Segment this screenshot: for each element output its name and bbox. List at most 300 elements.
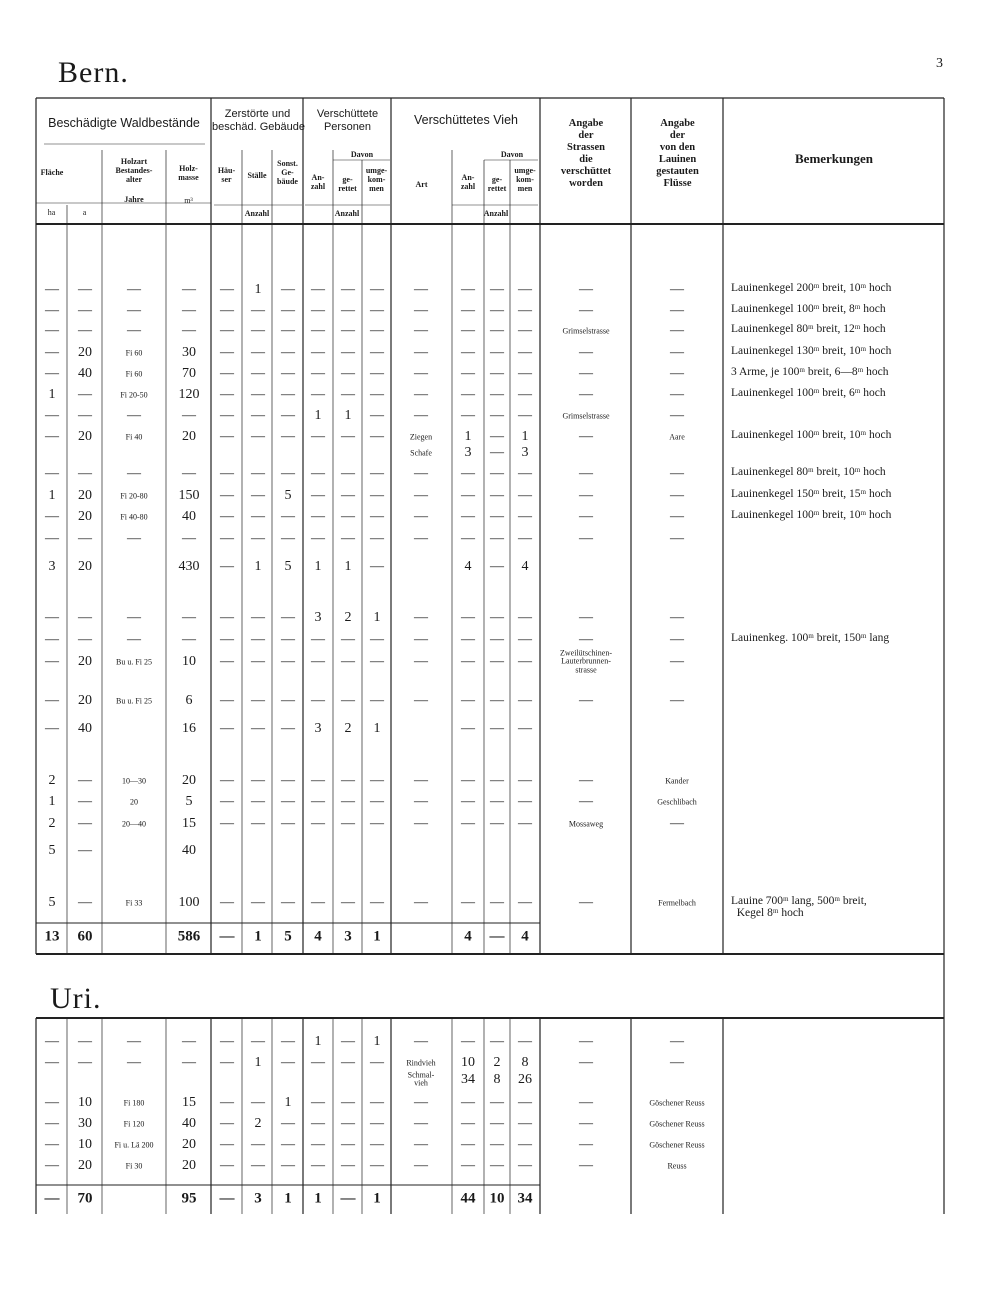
cell-v-anz: — — [461, 1158, 475, 1173]
cell-ha: — — [45, 345, 59, 360]
total-p-umg: 1 — [373, 1190, 381, 1207]
cell-p-umg: — — [370, 345, 384, 360]
cell-p-ger: — — [341, 1116, 355, 1131]
cell-masse: — — [182, 632, 196, 647]
cell-staelle: — — [251, 721, 265, 736]
cell-ha: — — [45, 1055, 59, 1070]
cell-v-ger: 8 — [493, 1072, 501, 1087]
cell-p-umg: — — [370, 408, 384, 423]
cell-v-ger: — — [490, 1034, 504, 1049]
header-personen-anzahl: Anzahl — [334, 209, 360, 218]
cell-a: 20 — [78, 509, 92, 524]
cell-a: — — [78, 632, 92, 647]
cell-sonst: — — [281, 1137, 295, 1152]
cell-masse: 20 — [182, 1158, 196, 1173]
cell-masse: — — [182, 303, 196, 318]
cell-p-umg: — — [370, 693, 384, 708]
cell-staelle: — — [251, 794, 265, 809]
cell-sonst: — — [281, 531, 295, 546]
cell-v-anz: — — [461, 632, 475, 647]
cell-v-umg: — — [518, 632, 532, 647]
cell-haeuser: — — [220, 466, 234, 481]
cell-staelle: — — [251, 531, 265, 546]
cell-p-ger: — — [341, 429, 355, 444]
cell-v-ger: — — [490, 654, 504, 669]
header-wald-title: Beschädigte Waldbestände — [48, 116, 200, 130]
cell-strasse: — — [579, 366, 593, 381]
cell-holzart: — — [127, 303, 141, 318]
cell-sonst: 5 — [284, 559, 292, 574]
cell-v-anz: — — [461, 466, 475, 481]
cell-p-umg: — — [370, 632, 384, 647]
total-haeuser: — — [219, 928, 235, 945]
header-bemerkungen: Bemerkungen — [795, 151, 873, 166]
cell-ha: — — [45, 654, 59, 669]
section-title-bern: Bern. — [58, 56, 129, 89]
cell-haeuser: — — [220, 408, 234, 423]
cell-p-ger: — — [341, 1095, 355, 1110]
cell-holzart: — — [127, 282, 141, 297]
cell-p-ger: — — [341, 773, 355, 788]
cell-masse: — — [182, 282, 196, 297]
cell-ha: 3 — [48, 559, 56, 574]
cell-a: — — [78, 466, 92, 481]
cell-a: — — [78, 816, 92, 831]
cell-p-ger: 1 — [344, 559, 352, 574]
cell-v-umg: — — [518, 531, 532, 546]
cell-sonst: 1 — [284, 1095, 292, 1110]
cell-haeuser: — — [220, 303, 234, 318]
cell-v-art: — — [414, 345, 428, 360]
total-staelle: 3 — [254, 1190, 262, 1207]
cell-strasse: — — [579, 345, 593, 360]
total-v-umg: 4 — [521, 928, 529, 945]
cell-holzart: Fi 20-50 — [120, 390, 148, 400]
cell-masse: 20 — [182, 773, 196, 788]
cell-v-art: Schafe — [410, 448, 432, 458]
header-vieh-anzahl-col: An- zahl — [460, 173, 476, 192]
cell-haeuser: — — [220, 794, 234, 809]
total-staelle: 1 — [254, 928, 262, 945]
total-a: 70 — [77, 1190, 93, 1207]
cell-v-anz: — — [461, 323, 475, 338]
cell-holzart: — — [127, 466, 141, 481]
cell-haeuser: — — [220, 1116, 234, 1131]
total-v-ger: — — [489, 928, 505, 945]
cell-v-anz: — — [461, 366, 475, 381]
cell-v-umg: — — [518, 408, 532, 423]
cell-masse: 30 — [182, 345, 196, 360]
cell-a: 10 — [78, 1137, 92, 1152]
cell-v-ger: — — [490, 531, 504, 546]
cell-p-umg: — — [370, 1137, 384, 1152]
cell-fluss: Göschener Reuss — [649, 1098, 705, 1108]
cell-p-anz: 1 — [314, 408, 322, 423]
cell-strasse: — — [579, 895, 593, 910]
cell-sonst: — — [281, 654, 295, 669]
cell-p-ger: — — [341, 345, 355, 360]
cell-ha: 1 — [48, 387, 56, 402]
cell-ha: — — [45, 1137, 59, 1152]
header-personen-gerettet: ge- rettet — [338, 175, 357, 194]
cell-v-anz: — — [461, 509, 475, 524]
cell-p-ger: — — [341, 654, 355, 669]
cell-p-anz: 3 — [314, 610, 322, 625]
cell-haeuser: — — [220, 721, 234, 736]
cell-v-ger: — — [490, 1116, 504, 1131]
cell-strasse: — — [579, 1055, 593, 1070]
cell-fluss: — — [670, 387, 684, 402]
cell-masse: — — [182, 1034, 196, 1049]
cell-strasse: — — [579, 1116, 593, 1131]
cell-staelle: — — [251, 466, 265, 481]
cell-masse: — — [182, 1055, 196, 1070]
cell-p-anz: — — [311, 1095, 325, 1110]
cell-v-anz: — — [461, 654, 475, 669]
cell-v-art: — — [414, 509, 428, 524]
cell-masse: 15 — [182, 1095, 196, 1110]
cell-p-ger: 2 — [344, 721, 352, 736]
cell-p-umg: — — [370, 531, 384, 546]
cell-v-art: — — [414, 1158, 428, 1173]
cell-haeuser: — — [220, 488, 234, 503]
header-m3: m³ — [184, 196, 193, 205]
cell-v-art: Schmal- vieh — [407, 1070, 435, 1088]
cell-staelle: — — [251, 366, 265, 381]
header-holzart: Holzart Bestandes- alter — [115, 157, 153, 185]
cell-v-ger: — — [490, 282, 504, 297]
cell-p-ger: — — [341, 794, 355, 809]
cell-p-ger: 2 — [344, 610, 352, 625]
cell-sonst: — — [281, 366, 295, 381]
cell-v-umg: — — [518, 1158, 532, 1173]
cell-masse: 6 — [185, 693, 193, 708]
header-jahre: Jahre — [124, 195, 144, 204]
cell-strasse: — — [579, 1137, 593, 1152]
header-gebaeude-title: Zerstörte und beschäd. Gebäude — [212, 108, 305, 133]
cell-v-ger: — — [490, 509, 504, 524]
cell-ha: — — [45, 303, 59, 318]
cell-p-anz: — — [311, 466, 325, 481]
cell-a: — — [78, 387, 92, 402]
cell-fluss: — — [670, 531, 684, 546]
header-personen-title: Verschüttete Personen — [316, 108, 379, 133]
cell-v-umg: — — [518, 1137, 532, 1152]
header-vieh-gerettet: ge- rettet — [487, 175, 507, 194]
cell-strasse: — — [579, 610, 593, 625]
cell-masse: — — [182, 408, 196, 423]
cell-v-ger: 2 — [493, 1055, 501, 1070]
cell-staelle: 2 — [254, 1116, 262, 1131]
cell-staelle: — — [251, 632, 265, 647]
cell-ha: 1 — [48, 488, 56, 503]
cell-fluss: — — [670, 693, 684, 708]
cell-strasse: Zweilütschinen- Lauterbrunnen- strasse — [560, 648, 612, 675]
cell-p-anz: — — [311, 693, 325, 708]
cell-fluss: — — [670, 610, 684, 625]
cell-a: 30 — [78, 1116, 92, 1131]
cell-p-ger: — — [341, 1137, 355, 1152]
cell-staelle: — — [251, 816, 265, 831]
cell-p-anz: — — [311, 1137, 325, 1152]
cell-holzart: 20 — [130, 797, 138, 807]
cell-p-ger: — — [341, 693, 355, 708]
total-haeuser: — — [219, 1190, 235, 1207]
cell-strasse: — — [579, 693, 593, 708]
cell-masse: — — [182, 466, 196, 481]
cell-strasse: — — [579, 282, 593, 297]
cell-a: — — [78, 773, 92, 788]
total-p-anz: 1 — [314, 1190, 322, 1207]
cell-strasse: — — [579, 773, 593, 788]
cell-fluss: — — [670, 509, 684, 524]
cell-haeuser: — — [220, 610, 234, 625]
cell-v-art: Ziegen — [409, 432, 433, 442]
header-vieh-davon: Davon — [500, 150, 524, 159]
cell-fluss: Göschener Reuss — [649, 1119, 705, 1129]
total-p-ger: — — [340, 1190, 356, 1207]
cell-v-art: — — [414, 895, 428, 910]
cell-a: — — [78, 408, 92, 423]
cell-holzart: Fi 30 — [125, 1161, 143, 1171]
cell-masse: 70 — [182, 366, 196, 381]
cell-fluss: — — [670, 632, 684, 647]
cell-v-anz: — — [461, 816, 475, 831]
cell-p-anz: — — [311, 345, 325, 360]
cell-a: — — [78, 895, 92, 910]
cell-strasse: — — [579, 509, 593, 524]
cell-v-ger: — — [490, 408, 504, 423]
cell-p-umg: — — [370, 1095, 384, 1110]
cell-holzart: Fi 20-80 — [120, 491, 148, 501]
cell-p-anz: — — [311, 632, 325, 647]
cell-sonst: — — [281, 303, 295, 318]
cell-sonst: — — [281, 1034, 295, 1049]
cell-p-ger: — — [341, 366, 355, 381]
cell-fluss: Reuss — [667, 1161, 687, 1171]
cell-fluss: — — [670, 345, 684, 360]
cell-v-ger: — — [490, 693, 504, 708]
cell-fluss: Aare — [669, 432, 685, 442]
cell-p-ger: — — [341, 1034, 355, 1049]
cell-staelle: — — [251, 303, 265, 318]
cell-masse: — — [182, 531, 196, 546]
cell-a: — — [78, 794, 92, 809]
cell-v-umg: — — [518, 366, 532, 381]
cell-v-anz: — — [461, 488, 475, 503]
cell-v-art: — — [414, 282, 428, 297]
header-personen-davon: Davon — [350, 150, 374, 159]
cell-staelle: — — [251, 1158, 265, 1173]
cell-ha: 5 — [48, 843, 56, 858]
header-gebaeude-anzahl: Anzahl — [244, 209, 270, 218]
cell-sonst: — — [281, 509, 295, 524]
cell-a: 20 — [78, 345, 92, 360]
cell-fluss: — — [670, 282, 684, 297]
cell-p-ger: — — [341, 282, 355, 297]
cell-remark: Lauinenkegel 200ᵐ breit, 10ᵐ hoch — [731, 282, 892, 294]
cell-holzart: — — [127, 610, 141, 625]
cell-staelle: — — [251, 387, 265, 402]
cell-strasse: — — [579, 1034, 593, 1049]
cell-holzart: — — [127, 323, 141, 338]
cell-v-anz: 4 — [464, 559, 472, 574]
cell-a: — — [78, 323, 92, 338]
cell-v-ger: — — [490, 366, 504, 381]
cell-v-anz: — — [461, 531, 475, 546]
cell-v-ger: — — [490, 445, 504, 460]
cell-a: 10 — [78, 1095, 92, 1110]
cell-haeuser: — — [220, 693, 234, 708]
total-sonst: 5 — [284, 928, 292, 945]
cell-holzart: 10—30 — [122, 776, 146, 786]
cell-p-umg: — — [370, 303, 384, 318]
cell-v-ger: — — [490, 429, 504, 444]
cell-v-ger: — — [490, 345, 504, 360]
cell-masse: 100 — [178, 895, 200, 910]
cell-v-art: — — [414, 610, 428, 625]
total-v-anz: 44 — [460, 1190, 476, 1207]
cell-holzart: — — [127, 408, 141, 423]
cell-staelle: — — [251, 408, 265, 423]
cell-p-ger: — — [341, 466, 355, 481]
cell-p-ger: — — [341, 1055, 355, 1070]
cell-fluss: — — [670, 816, 684, 831]
cell-p-ger: — — [341, 816, 355, 831]
total-sonst: 1 — [284, 1190, 292, 1207]
cell-p-umg: 1 — [373, 1034, 381, 1049]
cell-ha: — — [45, 408, 59, 423]
cell-a: 20 — [78, 488, 92, 503]
cell-p-umg: — — [370, 559, 384, 574]
total-ha: — — [44, 1190, 60, 1207]
cell-p-anz: — — [311, 303, 325, 318]
cell-p-umg: — — [370, 323, 384, 338]
cell-masse: 20 — [182, 429, 196, 444]
header-fluesse: Angabe der von den Lauinen gestauten Flüsse — [656, 118, 699, 190]
cell-v-ger: — — [490, 610, 504, 625]
header-vieh-umgekommen: umge- kom- men — [514, 166, 536, 194]
cell-staelle: — — [251, 345, 265, 360]
cell-a: — — [78, 610, 92, 625]
cell-masse: 5 — [185, 794, 193, 809]
cell-strasse: — — [579, 303, 593, 318]
cell-a: 20 — [78, 654, 92, 669]
cell-a: — — [78, 843, 92, 858]
cell-masse: 10 — [182, 654, 196, 669]
cell-fluss: Fermelbach — [658, 898, 696, 908]
cell-v-art: — — [414, 531, 428, 546]
cell-v-umg: — — [518, 693, 532, 708]
cell-haeuser: — — [220, 1158, 234, 1173]
cell-v-ger: — — [490, 1158, 504, 1173]
total-v-ger: 10 — [489, 1190, 505, 1207]
cell-holzart: — — [127, 632, 141, 647]
cell-p-anz: 1 — [314, 1034, 322, 1049]
cell-v-umg: — — [518, 610, 532, 625]
cell-v-umg: — — [518, 895, 532, 910]
cell-v-umg: — — [518, 387, 532, 402]
header-flaeche: Fläche — [40, 168, 64, 177]
cell-sonst: — — [281, 282, 295, 297]
cell-v-umg: — — [518, 773, 532, 788]
cell-holzart: Fi 40 — [125, 432, 143, 442]
cell-v-art: — — [414, 466, 428, 481]
cell-a: 20 — [78, 693, 92, 708]
cell-a: — — [78, 531, 92, 546]
cell-staelle: — — [251, 429, 265, 444]
cell-masse: — — [182, 323, 196, 338]
header-personen-umgekommen: umge- kom- men — [365, 166, 388, 194]
cell-masse: 20 — [182, 1137, 196, 1152]
cell-sonst: — — [281, 429, 295, 444]
cell-holzart: Fi 120 — [123, 1119, 145, 1129]
cell-strasse: — — [579, 1095, 593, 1110]
cell-v-art: — — [414, 794, 428, 809]
cell-v-art: — — [414, 323, 428, 338]
header-haeuser: Häu- ser — [217, 166, 236, 185]
cell-p-anz: — — [311, 1158, 325, 1173]
cell-v-art: — — [414, 773, 428, 788]
cell-haeuser: — — [220, 559, 234, 574]
cell-sonst: — — [281, 387, 295, 402]
cell-p-anz: 3 — [314, 721, 322, 736]
cell-v-ger: — — [490, 387, 504, 402]
cell-p-anz: — — [311, 794, 325, 809]
cell-v-ger: — — [490, 1137, 504, 1152]
cell-v-umg: — — [518, 282, 532, 297]
total-ha: 13 — [44, 928, 60, 945]
cell-sonst: — — [281, 895, 295, 910]
header-holzmasse: Holz- masse — [178, 164, 199, 183]
cell-remark: 3 Arme, je 100ᵐ breit, 6—8ᵐ hoch — [731, 366, 889, 378]
cell-v-anz: — — [461, 282, 475, 297]
cell-fluss: — — [670, 488, 684, 503]
cell-ha: — — [45, 610, 59, 625]
cell-a: — — [78, 1034, 92, 1049]
cell-v-anz: — — [461, 1116, 475, 1131]
cell-v-anz: — — [461, 1137, 475, 1152]
cell-v-anz: — — [461, 303, 475, 318]
cell-v-umg: — — [518, 466, 532, 481]
cell-haeuser: — — [220, 282, 234, 297]
cell-p-umg: — — [370, 654, 384, 669]
cell-p-umg: — — [370, 816, 384, 831]
cell-fluss: — — [670, 654, 684, 669]
cell-fluss: — — [670, 1034, 684, 1049]
cell-staelle: — — [251, 509, 265, 524]
total-p-anz: 4 — [314, 928, 322, 945]
cell-v-ger: — — [490, 794, 504, 809]
cell-v-anz: — — [461, 895, 475, 910]
cell-haeuser: — — [220, 1034, 234, 1049]
cell-haeuser: — — [220, 366, 234, 381]
cell-v-anz: — — [461, 610, 475, 625]
total-p-umg: 1 — [373, 928, 381, 945]
cell-ha: — — [45, 323, 59, 338]
cell-v-umg: 26 — [518, 1072, 532, 1087]
cell-p-anz: — — [311, 654, 325, 669]
cell-sonst: — — [281, 721, 295, 736]
cell-a: 40 — [78, 366, 92, 381]
cell-staelle: — — [251, 654, 265, 669]
cell-v-art: — — [414, 366, 428, 381]
cell-v-art: — — [414, 816, 428, 831]
cell-ha: — — [45, 1034, 59, 1049]
cell-v-umg: — — [518, 345, 532, 360]
cell-p-ger: — — [341, 531, 355, 546]
cell-v-art: Rindvieh — [406, 1058, 436, 1068]
